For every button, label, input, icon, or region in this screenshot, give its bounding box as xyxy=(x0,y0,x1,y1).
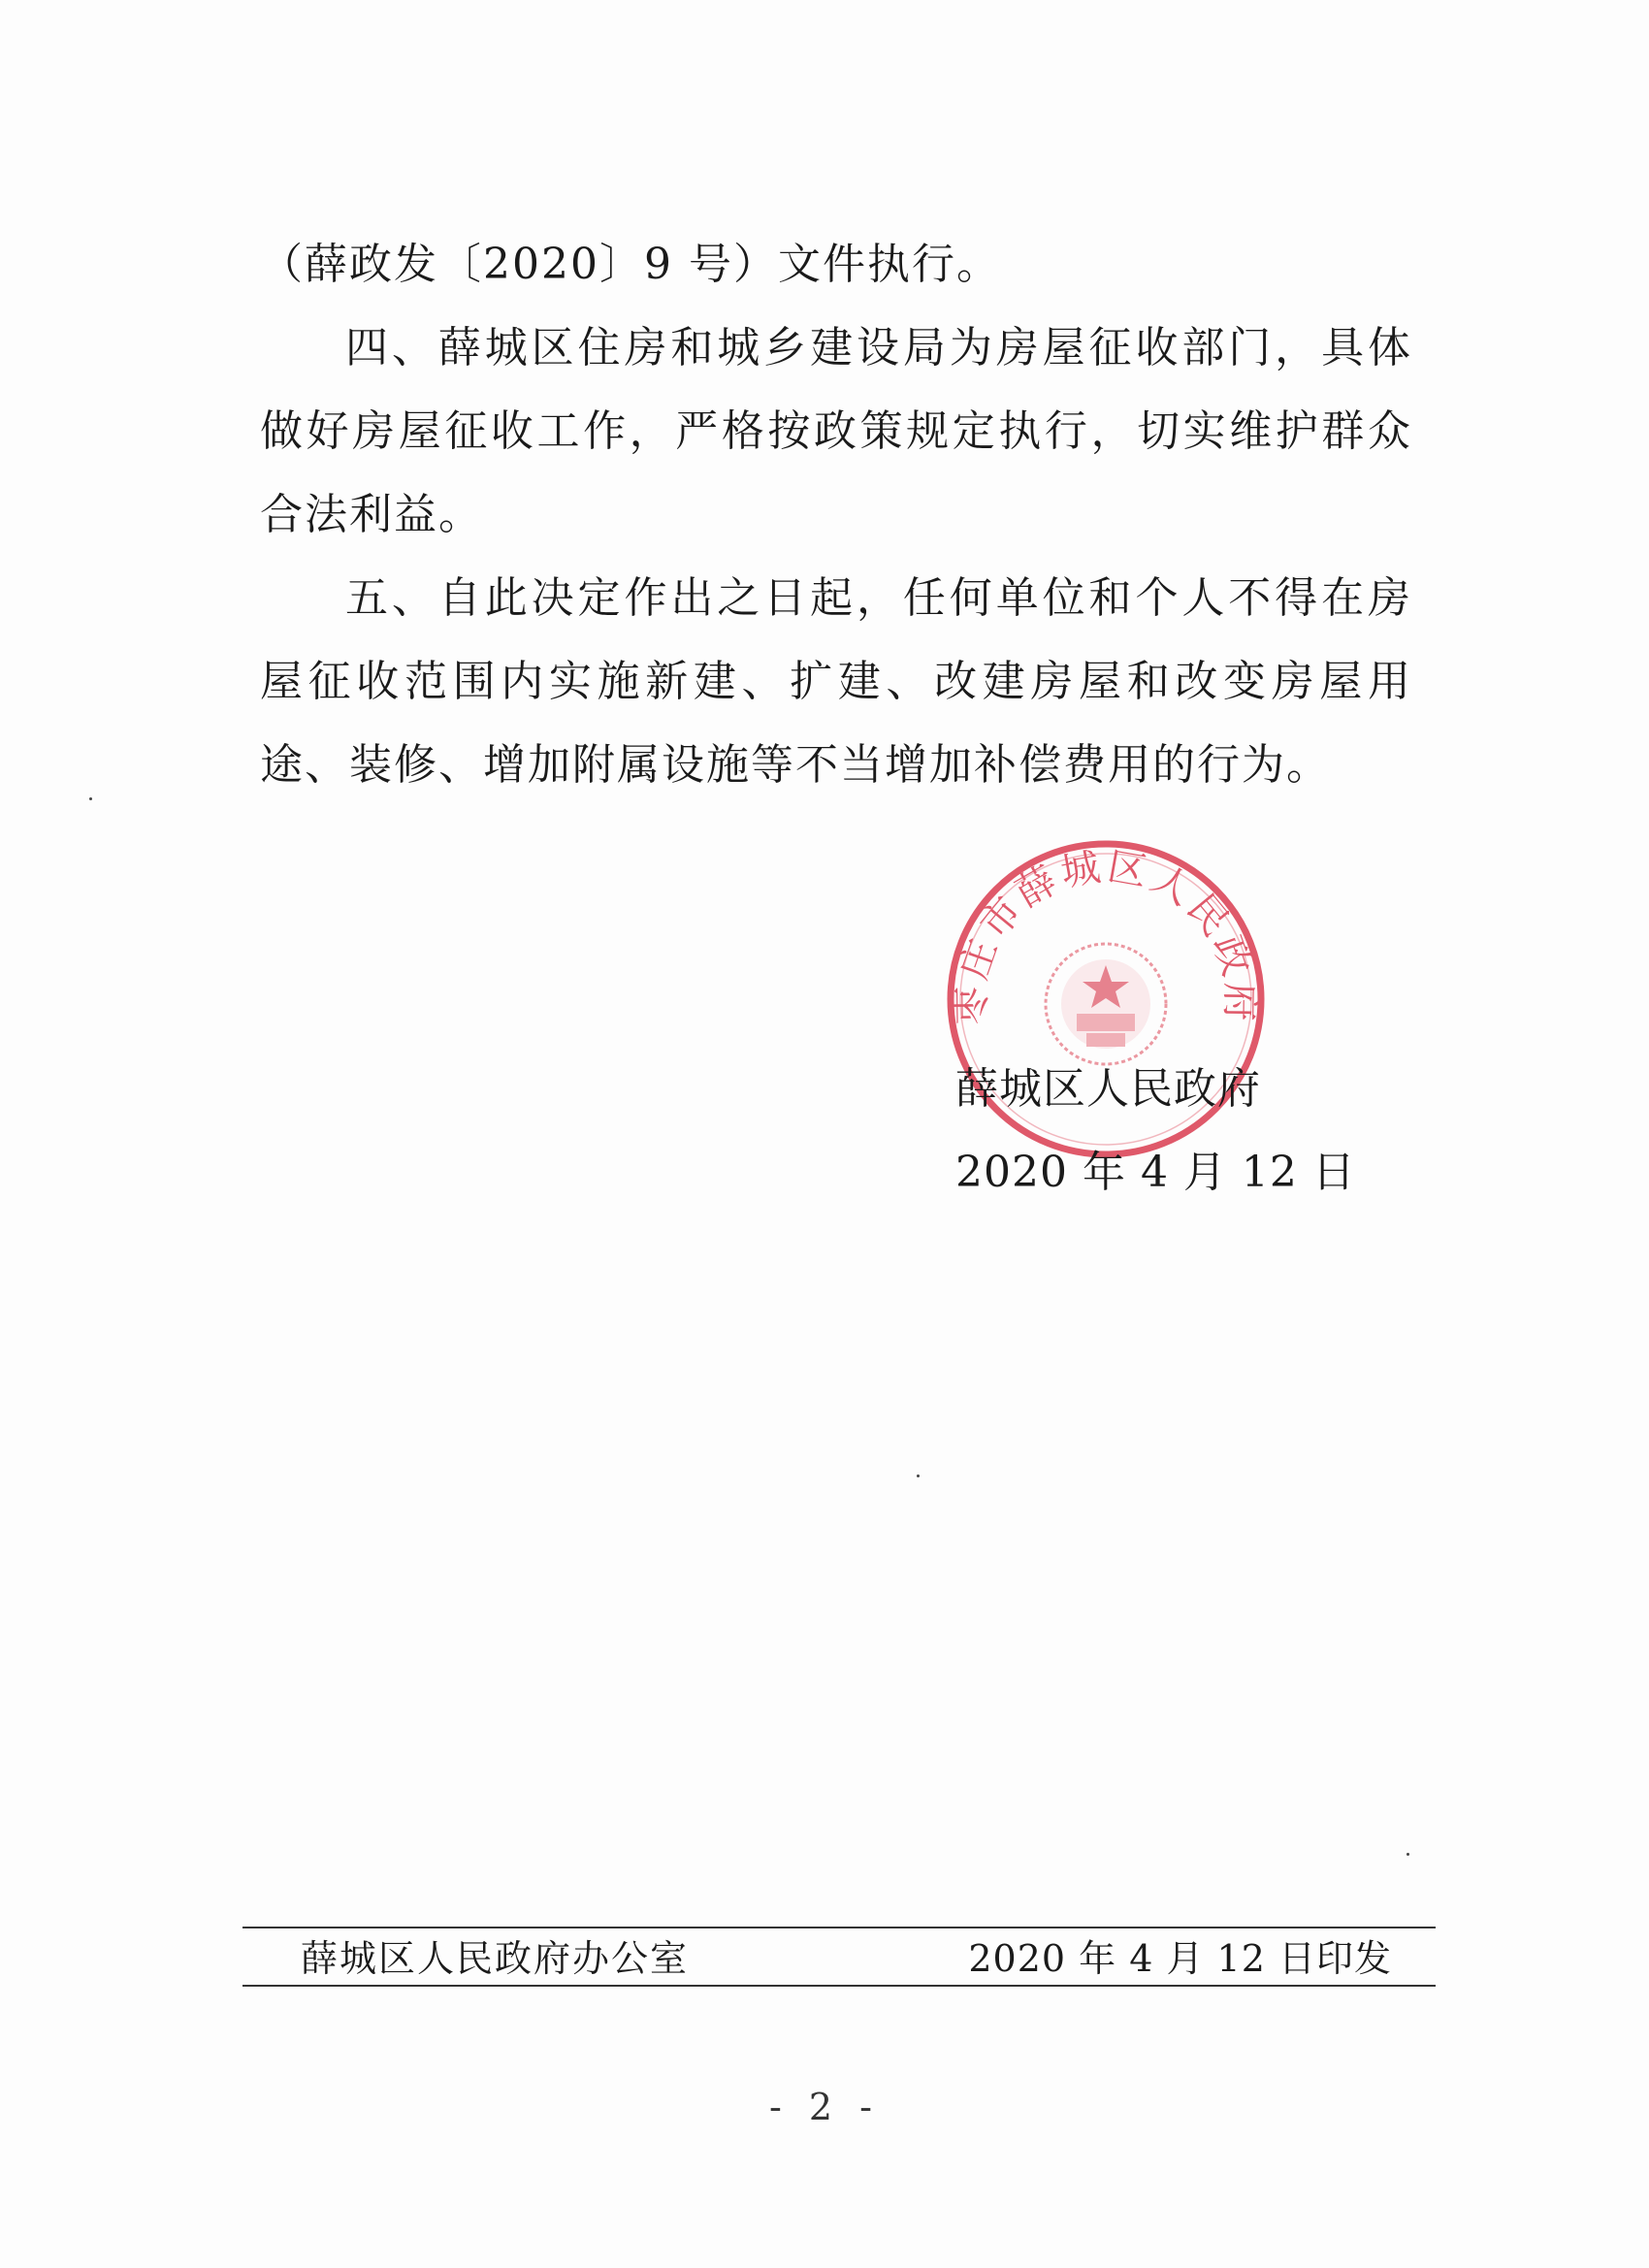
signing-organization: 薛城区人民政府 xyxy=(955,1064,1261,1114)
paragraph-item-four: 四、薛城区住房和城乡建设局为房屋征收部门，具体做好房屋征收工作，严格按政策规定执行，切实维护群众合法利益。 xyxy=(260,323,1412,539)
page-number: - 2 - xyxy=(768,2086,880,2128)
paragraph-continuation: （薛政发〔2020〕9 号）文件执行。 xyxy=(260,240,1001,289)
paragraph-item-five: 五、自此决定作出之日起，任何单位和个人不得在房屋征收范围内实施新建、扩建、改建房屋和改变房屋用途、装修、增加附属设施等不当增加补偿费用的行为。 xyxy=(260,573,1412,790)
footer-issue-date: 2020 年 4 月 12 日印发 xyxy=(968,1937,1392,1980)
scan-speck xyxy=(1406,1853,1409,1856)
scan-speck xyxy=(917,1474,920,1477)
footer-issuer: 薛城区人民政府办公室 xyxy=(301,1937,690,1980)
national-emblem-icon xyxy=(1046,944,1166,1064)
scan-speck xyxy=(89,797,92,800)
signing-date: 2020 年 4 月 12 日 xyxy=(955,1148,1356,1197)
footer-bottom-rule xyxy=(242,1985,1436,1987)
document-body xyxy=(260,223,1412,807)
signature-block xyxy=(955,1048,1363,1215)
footer-top-rule xyxy=(242,1927,1436,1928)
seal-text: 枣庄市薛城区人民政府 xyxy=(949,844,1263,1026)
